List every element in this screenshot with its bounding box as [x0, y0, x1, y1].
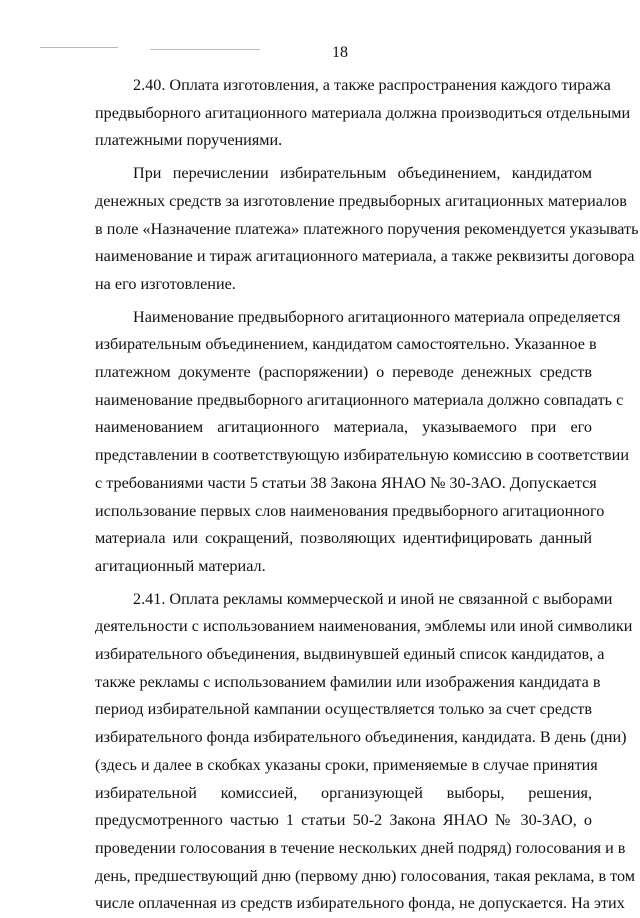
text-line: При перечислении избирательным объединением, кандидатом [133, 164, 592, 183]
paragraph-2-41 [95, 586, 636, 918]
page-number: 18 [332, 44, 348, 61]
text-line: 2.41. Оплата рекламы коммерческой и иной не связанной с выборами [133, 589, 613, 608]
text-line: наименование предвыборного агитационного материала должно совпадать с [95, 390, 624, 409]
text-line: наименованием агитационного материала, указываемого при его [95, 418, 592, 437]
text-line: период избирательной кампании осуществляется только за счет средств [95, 700, 592, 719]
text-line: агитационный материал. [95, 556, 266, 575]
text-line: платежными поручениями. [95, 131, 283, 150]
text-line: материала или сокращений, позволяющих идентифицировать данный [95, 529, 592, 548]
paragraph-payment-purpose [95, 160, 639, 299]
text-line: предусмотренного частью 1 статьи 50-2 Закона ЯНАО № 30-ЗАО, о [95, 811, 592, 830]
paragraph-material-name [95, 304, 629, 581]
text-line: с требованиями части 5 статьи 38 Закона ЯНАО № 30-ЗАО. Допускается [95, 473, 597, 492]
text-line: деятельности с использованием наименования, эмблемы или иной символики [95, 617, 633, 636]
text-line: (здесь и далее в скобках указаны сроки, применяемые в случае принятия [95, 755, 598, 774]
paragraph-2-40 [95, 72, 631, 155]
text-line: использование первых слов наименования предвыборного агитационного [95, 501, 605, 520]
text-line: также рекламы с использованием фамилии или изображения кандидата в [95, 672, 601, 691]
document-body [95, 72, 639, 918]
text-line: денежных средств за изготовление предвыборных агитационных материалов [95, 191, 627, 210]
text-line: представлении в соответствующую избирательную комиссию в соответствии [95, 446, 629, 465]
text-line: наименование и тираж агитационного материала, а также реквизиты договора [95, 247, 635, 266]
text-line: избирательного фонда избирательного объединения, кандидата. В день (дни) [95, 728, 627, 747]
text-line: проведении голосования в течение нескольких дней подряд) голосования и в [95, 838, 626, 857]
text-line: Наименование предвыборного агитационного материала определяется [133, 307, 621, 326]
text-line: на его изготовление. [95, 274, 236, 293]
text-line: 2.40. Оплата изготовления, а также распространения каждого тиража [133, 76, 611, 94]
text-line: предвыборного агитационного материала должна производиться отдельными [95, 103, 631, 122]
text-line: числе оплаченная из средств избирательного фонда, не допускается. На этих [95, 894, 625, 913]
text-line: избирательным объединением, кандидатом самостоятельно. Указанное в [95, 335, 597, 354]
text-line: в поле «Назначение платежа» платежного поручения рекомендуется указывать [95, 219, 639, 238]
text-line: избирательного объединения, выдвинувшей единый список кандидатов, а [95, 645, 605, 664]
text-line: платежном документе (распоряжении) о переводе денежных средств [95, 363, 592, 382]
text-line: избирательной комиссией, организующей выборы, решения, [95, 783, 592, 802]
text-line: день, предшествующий дню (первому дню) голосования, такая реклама, в том [95, 866, 636, 885]
